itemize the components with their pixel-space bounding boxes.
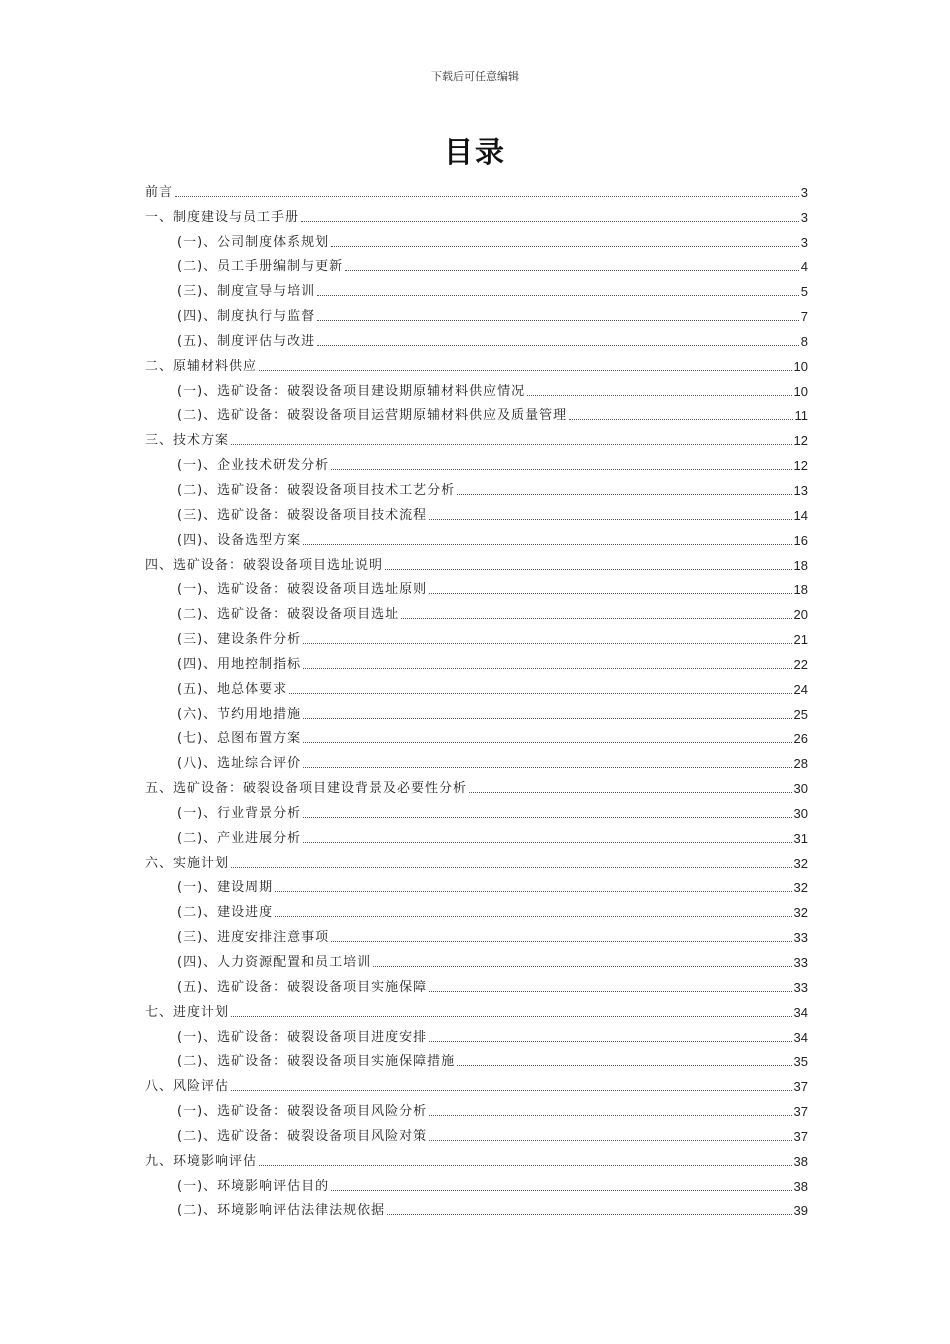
toc-section-entry[interactable] [145,400,808,425]
toc-entry-label: (二)、选矿设备：破裂设备项目实施保障措施 [177,1054,456,1070]
toc-page-number: 26 [793,731,808,747]
toc-dot-leader [317,320,799,321]
toc-page-number: 7 [800,309,808,325]
toc-page-number: 18 [793,557,808,573]
toc-page-number: 34 [793,1004,808,1020]
page-title: 目录 [443,135,506,169]
table-of-contents [145,176,808,1219]
toc-section-entry[interactable] [145,325,808,350]
toc-dot-leader [303,718,791,719]
toc-page-number: 35 [793,1054,808,1070]
toc-dot-leader [259,1165,792,1166]
toc-dot-leader [303,668,791,669]
toc-entry-label: (三)、建设条件分析 [177,632,302,648]
toc-entry-label: (一)、选矿设备：破裂设备项目风险分析 [177,1104,428,1120]
toc-section-entry[interactable] [145,896,808,921]
toc-entry-label: 三、技术方案 [145,433,230,449]
toc-page-number: 30 [793,805,808,821]
toc-section-entry[interactable] [145,946,808,971]
toc-section-entry[interactable] [145,1095,808,1120]
toc-section-entry[interactable] [145,872,808,897]
toc-dot-leader [275,891,791,892]
toc-entry-label: 四、选矿设备：破裂设备项目选址说明 [145,557,384,573]
toc-dot-leader [331,941,791,942]
toc-entry-label: (二)、员工手册编制与更新 [177,259,344,275]
toc-dot-leader [429,1140,791,1141]
toc-section-entry[interactable] [145,747,808,772]
toc-page-number: 22 [793,656,808,672]
toc-page-number: 34 [793,1029,808,1045]
toc-entry-label: (二)、选矿设备：破裂设备项目运营期原辅材料供应及质量管理 [177,408,568,424]
toc-page-number: 5 [800,284,808,300]
toc-dot-leader [429,593,791,594]
toc-section-entry[interactable] [145,226,808,251]
toc-page-number: 37 [793,1079,808,1095]
toc-entry-label: (八)、选址综合评价 [177,756,302,772]
toc-dot-leader [331,246,799,247]
toc-dot-leader [289,693,791,694]
toc-section-entry[interactable] [145,499,808,524]
toc-section-entry[interactable] [145,251,808,276]
toc-section-entry[interactable] [145,822,808,847]
toc-page-number: 10 [793,383,808,399]
toc-entry-label: (三)、进度安排注意事项 [177,930,330,946]
toc-entry-label: 八、风险评估 [145,1079,230,1095]
toc-section-entry[interactable] [145,723,808,748]
header-note: 下载后可任意编辑 [431,70,519,83]
toc-dot-leader [429,991,791,992]
toc-entry-label: (七)、总图布置方案 [177,731,302,747]
toc-page-number: 38 [793,1153,808,1169]
toc-page-number: 24 [793,681,808,697]
toc-section-entry[interactable] [145,375,808,400]
toc-dot-leader [301,221,799,222]
toc-entry-label: (四)、制度执行与监督 [177,309,316,325]
toc-dot-leader [303,817,791,818]
toc-page-number: 14 [793,507,808,523]
toc-page-number: 32 [793,880,808,896]
toc-chapter-entry[interactable] [145,350,808,375]
toc-entry-label: 二、原辅材料供应 [145,358,258,374]
toc-dot-leader [231,1016,792,1017]
toc-chapter-entry[interactable] [145,424,808,449]
toc-dot-leader [429,1115,791,1116]
toc-page-number: 32 [793,855,808,871]
toc-dot-leader [259,370,792,371]
toc-dot-leader [175,196,799,197]
toc-entry-label: 九、环境影响评估 [145,1153,258,1169]
toc-section-entry[interactable] [145,1195,808,1220]
toc-page-number: 37 [793,1128,808,1144]
toc-entry-label: (二)、建设进度 [177,905,274,921]
toc-entry-label: 六、实施计划 [145,855,230,871]
toc-dot-leader [317,345,799,346]
toc-section-entry[interactable] [145,524,808,549]
toc-dot-leader [303,842,791,843]
toc-entry-label: (六)、节约用地措施 [177,706,302,722]
toc-chapter-entry[interactable] [145,176,808,201]
toc-entry-label: (一)、企业技术研发分析 [177,458,330,474]
toc-section-entry[interactable] [145,648,808,673]
toc-page-number: 39 [793,1203,808,1219]
toc-chapter-entry[interactable] [145,549,808,574]
toc-page-number: 3 [800,234,808,250]
toc-section-entry[interactable] [145,921,808,946]
toc-page-number: 13 [793,482,808,498]
toc-section-entry[interactable] [145,300,808,325]
toc-page-number: 31 [793,830,808,846]
toc-dot-leader [331,1190,791,1191]
toc-chapter-entry[interactable] [145,996,808,1021]
toc-dot-leader [303,767,791,768]
toc-section-entry[interactable] [145,623,808,648]
toc-dot-leader [231,867,792,868]
toc-page-number: 3 [800,184,808,200]
toc-page-number: 11 [794,408,808,424]
toc-page-number: 3 [800,209,808,225]
toc-entry-label: (二)、选矿设备：破裂设备项目选址 [177,607,400,623]
toc-dot-leader [373,966,791,967]
toc-entry-label: 七、进度计划 [145,1004,230,1020]
toc-entry-label: (五)、选矿设备：破裂设备项目实施保障 [177,979,428,995]
toc-dot-leader [387,1214,791,1215]
toc-section-entry[interactable] [145,797,808,822]
toc-entry-label: (一)、选矿设备：破裂设备项目进度安排 [177,1029,428,1045]
toc-entry-label: 一、制度建设与员工手册 [145,209,300,225]
toc-page-number: 38 [793,1178,808,1194]
toc-entry-label: (四)、设备选型方案 [177,532,302,548]
toc-chapter-entry[interactable] [145,1070,808,1095]
toc-dot-leader [231,444,792,445]
toc-entry-label: (一)、公司制度体系规划 [177,234,330,250]
toc-dot-leader [317,295,799,296]
toc-section-entry[interactable] [145,598,808,623]
toc-entry-label: (二)、选矿设备：破裂设备项目技术工艺分析 [177,482,456,498]
toc-section-entry[interactable] [145,474,808,499]
toc-page-number: 33 [793,930,808,946]
toc-entry-label: (二)、产业进展分析 [177,830,302,846]
toc-entry-label: 五、选矿设备：破裂设备项目建设背景及必要性分析 [145,781,468,797]
toc-entry-label: (三)、制度宣导与培训 [177,284,316,300]
toc-entry-label: (三)、选矿设备：破裂设备项目技术流程 [177,507,428,523]
toc-entry-label: (五)、地总体要求 [177,681,288,697]
toc-chapter-entry[interactable] [145,772,808,797]
toc-page-number: 33 [793,979,808,995]
toc-page-number: 18 [793,582,808,598]
toc-section-entry[interactable] [145,1046,808,1071]
toc-dot-leader [385,569,792,570]
toc-dot-leader [303,742,791,743]
toc-entry-label: (二)、环境影响评估法律法规依据 [177,1203,386,1219]
toc-page-number: 25 [793,706,808,722]
toc-dot-leader [401,618,791,619]
toc-section-entry[interactable] [145,971,808,996]
toc-page-number: 33 [793,955,808,970]
toc-page-number: 10 [793,358,808,374]
toc-page-number: 30 [793,781,808,797]
toc-page-number: 8 [800,333,808,349]
toc-dot-leader [275,916,791,917]
toc-dot-leader [231,1090,792,1091]
toc-entry-label: (四)、用地控制指标 [177,656,302,672]
toc-entry-label: 前言 [145,184,174,200]
toc-section-entry[interactable] [145,1170,808,1195]
toc-entry-label: (一)、环境影响评估目的 [177,1178,330,1194]
toc-dot-leader [303,643,791,644]
toc-page-number: 37 [793,1104,808,1120]
toc-section-entry[interactable] [145,1120,808,1145]
toc-dot-leader [457,1065,791,1066]
toc-dot-leader [429,1041,791,1042]
toc-dot-leader [345,270,799,271]
toc-page-number: 20 [793,607,808,623]
toc-entry-label: (一)、选矿设备：破裂设备项目建设期原辅材料供应情况 [177,383,526,399]
toc-entry-label: (一)、建设周期 [177,880,274,896]
toc-dot-leader [429,519,791,520]
toc-chapter-entry[interactable] [145,1145,808,1170]
toc-page-number: 12 [793,458,808,474]
toc-section-entry[interactable] [145,574,808,599]
toc-page-number: 12 [793,433,808,449]
toc-dot-leader [331,469,791,470]
toc-section-entry[interactable] [145,275,808,300]
toc-dot-leader [569,419,792,420]
toc-page-number: 4 [800,259,808,275]
toc-section-entry[interactable] [145,698,808,723]
toc-dot-leader [303,544,791,545]
toc-entry-label: (五)、制度评估与改进 [177,333,316,349]
toc-dot-leader [457,494,791,495]
toc-chapter-entry[interactable] [145,201,808,226]
toc-chapter-entry[interactable] [145,847,808,872]
toc-page-number: 32 [793,905,808,921]
toc-page-number: 28 [793,756,808,772]
toc-entry-label: (四)、人力资源配置和员工培训 [177,955,372,970]
toc-page-number: 21 [793,632,808,648]
toc-section-entry[interactable] [145,449,808,474]
toc-dot-leader [527,395,791,396]
toc-section-entry[interactable] [145,1021,808,1046]
toc-dot-leader [469,792,792,793]
toc-page-number: 16 [793,532,808,548]
toc-entry-label: (一)、行业背景分析 [177,805,302,821]
toc-entry-label: (二)、选矿设备：破裂设备项目风险对策 [177,1128,428,1144]
toc-entry-label: (一)、选矿设备：破裂设备项目选址原则 [177,582,428,598]
toc-section-entry[interactable] [145,673,808,698]
